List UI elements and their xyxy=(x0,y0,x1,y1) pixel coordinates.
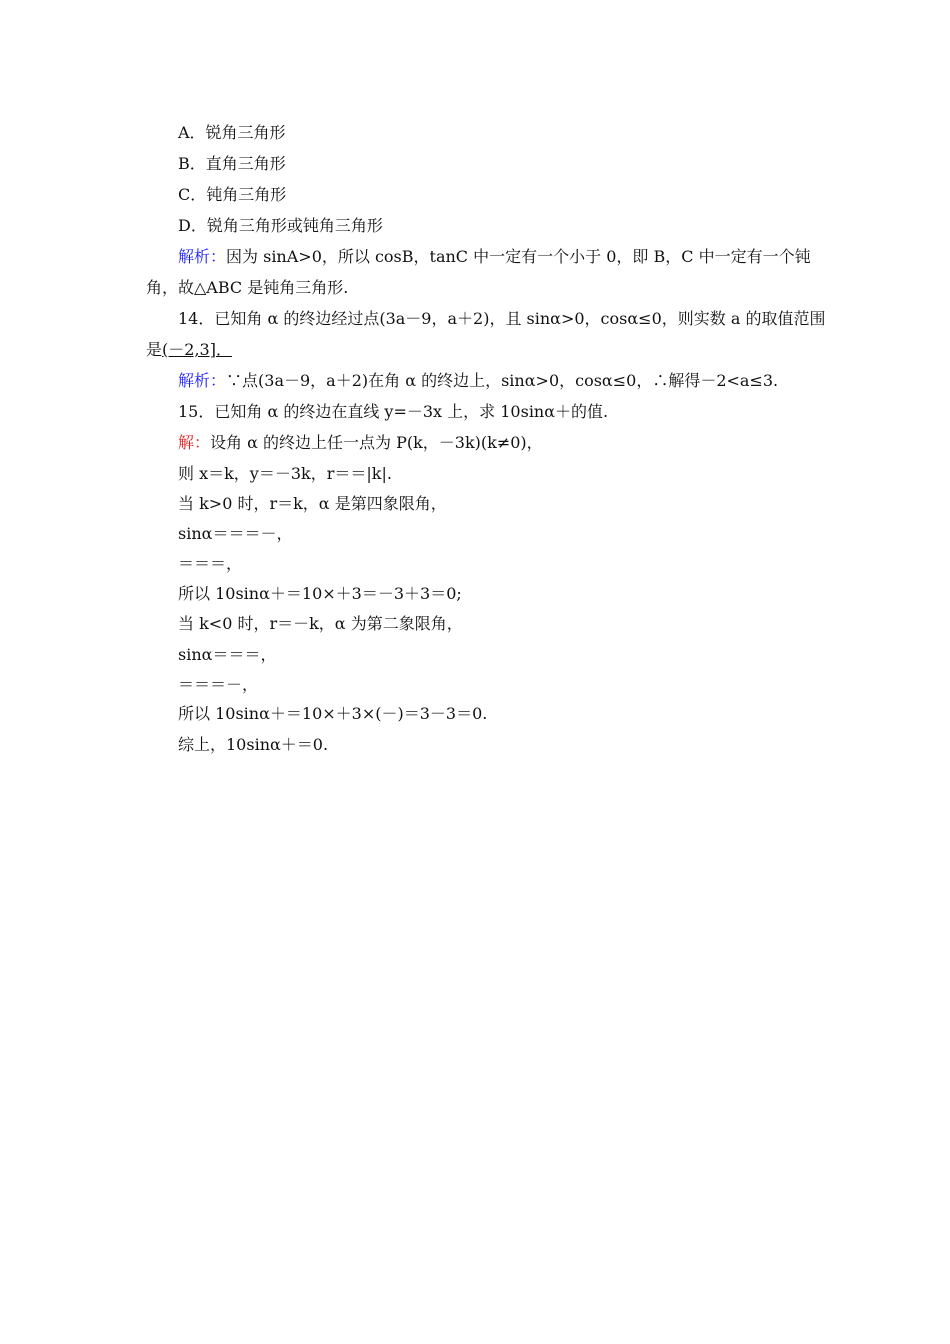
q15-step: 当 k<0 时，r＝－k，α 为第二象限角， xyxy=(178,614,463,633)
q14-solution-text: ∵点(3a－9，a＋2)在角 α 的终边上，sinα>0，cosα≤0，∴解得－2<a≤3. xyxy=(226,371,779,390)
q15-step: 当 k>0 时，r＝k，α 是第四象限角， xyxy=(178,494,447,513)
solution-label: 解： xyxy=(178,433,211,452)
q15-step: ＝＝＝， xyxy=(178,554,243,573)
solution-label: 解析： xyxy=(178,247,227,266)
q14-prefix: 是 xyxy=(146,340,163,359)
q14-question-line1: 14．已知角 α 的终边经过点(3a－9，a＋2)，且 sinα>0，cosα≤0，则实数 a 的取值范围 xyxy=(178,309,826,328)
q15-step: 则 x＝k，y＝－3k，r＝＝|k|. xyxy=(178,464,392,483)
q13-solution-text: 因为 sinA>0，所以 cosB，tanC 中一定有一个小于 0，即 B，C 中一定有一个钝 xyxy=(226,247,811,266)
q14-question-line2 xyxy=(146,340,806,360)
q14-answer: (－2,3]． xyxy=(162,340,232,359)
q14-solution xyxy=(178,371,806,391)
q15-step: sinα＝＝＝， xyxy=(178,645,277,664)
solution-label: 解析： xyxy=(178,371,227,390)
option-d: D．锐角三角形或钝角三角形 xyxy=(178,216,383,235)
q15-solution-text: 设角 α 的终边上任一点为 P(k，－3k)(k≠0)， xyxy=(210,433,543,452)
q15-step-conclusion: 综上，10sinα＋＝0. xyxy=(178,735,329,754)
option-a: A．锐角三角形 xyxy=(178,123,286,142)
q15-step: 所以 10sinα＋＝10×＋3×(－)＝3－3＝0. xyxy=(178,704,488,723)
q13-solution-line1 xyxy=(178,247,811,267)
q13-solution-line2: 角，故△ABC 是钝角三角形. xyxy=(146,278,349,297)
q15-step: ＝＝＝－， xyxy=(178,675,259,694)
option-c: C．钝角三角形 xyxy=(178,185,287,204)
q15-solution-first xyxy=(178,433,806,453)
q15-question: 15．已知角 α 的终边在直线 y=－3x 上，求 10sinα＋的值. xyxy=(178,402,609,421)
q15-step: 所以 10sinα＋＝10×＋3＝－3＋3＝0; xyxy=(178,584,462,603)
q15-step: sinα＝＝＝－， xyxy=(178,524,293,543)
option-b: B．直角三角形 xyxy=(178,154,286,173)
